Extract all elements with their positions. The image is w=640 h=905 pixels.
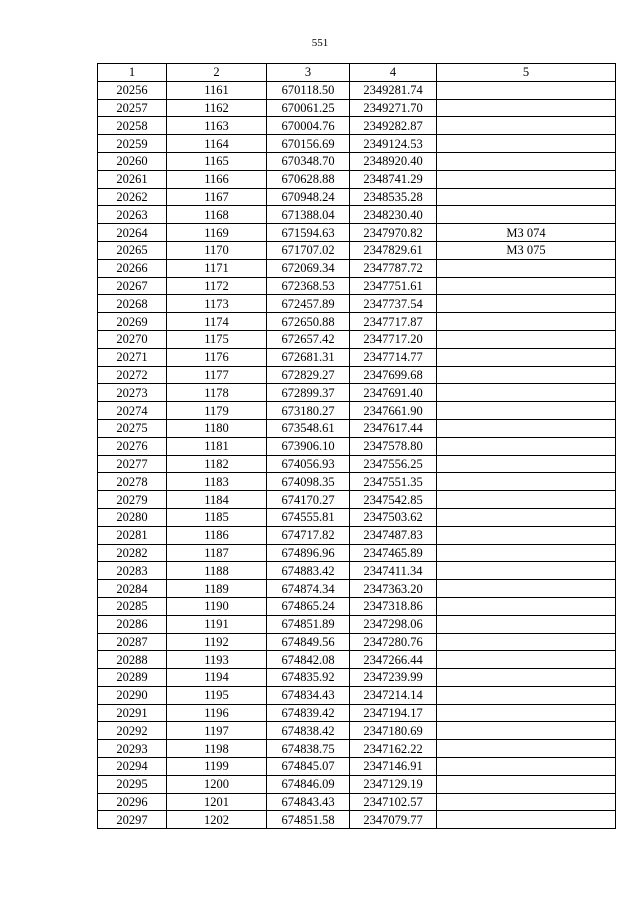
note-cell — [437, 633, 616, 651]
index-cell: 1196 — [167, 704, 267, 722]
point-number-cell: 20280 — [98, 508, 167, 526]
x-coordinate-cell: 670628.88 — [267, 170, 350, 188]
index-cell: 1166 — [167, 170, 267, 188]
table-row — [98, 491, 616, 509]
point-number-cell: 20281 — [98, 526, 167, 544]
index-cell: 1187 — [167, 544, 267, 562]
x-coordinate-cell: 674842.08 — [267, 651, 350, 669]
table-row — [98, 402, 616, 420]
index-cell: 1183 — [167, 473, 267, 491]
y-coordinate-cell: 2347617.44 — [350, 419, 437, 437]
index-cell: 1201 — [167, 793, 267, 811]
y-coordinate-cell: 2347162.22 — [350, 740, 437, 758]
y-coordinate-cell: 2347829.61 — [350, 241, 437, 259]
index-cell: 1194 — [167, 669, 267, 687]
point-number-cell: 20275 — [98, 419, 167, 437]
x-coordinate-cell: 672681.31 — [267, 348, 350, 366]
index-cell: 1184 — [167, 491, 267, 509]
y-coordinate-cell: 2347194.17 — [350, 704, 437, 722]
table-row — [98, 473, 616, 491]
header-row — [98, 64, 616, 82]
index-cell: 1188 — [167, 562, 267, 580]
note-cell — [437, 348, 616, 366]
y-coordinate-cell: 2347129.19 — [350, 775, 437, 793]
y-coordinate-cell: 2348535.28 — [350, 188, 437, 206]
y-coordinate-cell: 2347661.90 — [350, 402, 437, 420]
index-cell: 1173 — [167, 295, 267, 313]
y-coordinate-cell: 2347970.82 — [350, 224, 437, 242]
point-number-cell: 20263 — [98, 206, 167, 224]
x-coordinate-cell: 673906.10 — [267, 437, 350, 455]
x-coordinate-cell: 670061.25 — [267, 99, 350, 117]
index-cell: 1185 — [167, 508, 267, 526]
note-cell — [437, 366, 616, 384]
index-cell: 1192 — [167, 633, 267, 651]
index-cell: 1175 — [167, 330, 267, 348]
table-row — [98, 188, 616, 206]
point-number-cell: 20292 — [98, 722, 167, 740]
point-number-cell: 20288 — [98, 651, 167, 669]
table-row — [98, 313, 616, 331]
note-cell — [437, 758, 616, 776]
table-row — [98, 295, 616, 313]
table-row — [98, 152, 616, 170]
column-header-5: 5 — [437, 64, 616, 82]
note-cell — [437, 775, 616, 793]
y-coordinate-cell: 2347318.86 — [350, 597, 437, 615]
index-cell: 1198 — [167, 740, 267, 758]
index-cell: 1189 — [167, 580, 267, 598]
point-number-cell: 20293 — [98, 740, 167, 758]
note-cell — [437, 277, 616, 295]
y-coordinate-cell: 2347503.62 — [350, 508, 437, 526]
point-number-cell: 20271 — [98, 348, 167, 366]
note-cell — [437, 651, 616, 669]
point-number-cell: 20277 — [98, 455, 167, 473]
table-row — [98, 206, 616, 224]
note-cell — [437, 580, 616, 598]
table-row — [98, 348, 616, 366]
table-row — [98, 224, 616, 242]
point-number-cell: 20266 — [98, 259, 167, 277]
note-cell — [437, 206, 616, 224]
index-cell: 1164 — [167, 135, 267, 153]
point-number-cell: 20295 — [98, 775, 167, 793]
point-number-cell: 20276 — [98, 437, 167, 455]
y-coordinate-cell: 2347714.77 — [350, 348, 437, 366]
point-number-cell: 20279 — [98, 491, 167, 509]
y-coordinate-cell: 2349271.70 — [350, 99, 437, 117]
point-number-cell: 20286 — [98, 615, 167, 633]
table-row — [98, 277, 616, 295]
point-number-cell: 20291 — [98, 704, 167, 722]
table-row — [98, 259, 616, 277]
note-cell — [437, 669, 616, 687]
table-row — [98, 686, 616, 704]
y-coordinate-cell: 2347363.20 — [350, 580, 437, 598]
note-cell — [437, 615, 616, 633]
index-cell: 1181 — [167, 437, 267, 455]
point-number-cell: 20296 — [98, 793, 167, 811]
y-coordinate-cell: 2347556.25 — [350, 455, 437, 473]
x-coordinate-cell: 672457.89 — [267, 295, 350, 313]
y-coordinate-cell: 2347102.57 — [350, 793, 437, 811]
table-row — [98, 99, 616, 117]
y-coordinate-cell: 2349281.74 — [350, 81, 437, 99]
x-coordinate-cell: 671594.63 — [267, 224, 350, 242]
x-coordinate-cell: 674896.96 — [267, 544, 350, 562]
note-cell — [437, 740, 616, 758]
point-number-cell: 20264 — [98, 224, 167, 242]
index-cell: 1178 — [167, 384, 267, 402]
table-row — [98, 740, 616, 758]
index-cell: 1167 — [167, 188, 267, 206]
table-row — [98, 526, 616, 544]
table-row — [98, 544, 616, 562]
point-number-cell: 20289 — [98, 669, 167, 687]
y-coordinate-cell: 2347146.91 — [350, 758, 437, 776]
y-coordinate-cell: 2347298.06 — [350, 615, 437, 633]
table-row — [98, 722, 616, 740]
page-number: 551 — [311, 37, 329, 49]
x-coordinate-cell: 674834.43 — [267, 686, 350, 704]
x-coordinate-cell: 674851.89 — [267, 615, 350, 633]
y-coordinate-cell: 2347079.77 — [350, 811, 437, 829]
table-row — [98, 704, 616, 722]
y-coordinate-cell: 2349282.87 — [350, 117, 437, 135]
y-coordinate-cell: 2347551.35 — [350, 473, 437, 491]
x-coordinate-cell: 674845.07 — [267, 758, 350, 776]
table-row — [98, 633, 616, 651]
table-row — [98, 597, 616, 615]
note-cell: МЗ 074 — [437, 224, 616, 242]
index-cell: 1161 — [167, 81, 267, 99]
note-cell — [437, 402, 616, 420]
x-coordinate-cell: 674170.27 — [267, 491, 350, 509]
x-coordinate-cell: 672657.42 — [267, 330, 350, 348]
note-cell: МЗ 075 — [437, 241, 616, 259]
table-row — [98, 117, 616, 135]
index-cell: 1180 — [167, 419, 267, 437]
note-cell — [437, 330, 616, 348]
index-cell: 1179 — [167, 402, 267, 420]
y-coordinate-cell: 2347214.14 — [350, 686, 437, 704]
table-row — [98, 135, 616, 153]
y-coordinate-cell: 2347691.40 — [350, 384, 437, 402]
index-cell: 1200 — [167, 775, 267, 793]
table-row — [98, 811, 616, 829]
x-coordinate-cell: 670948.24 — [267, 188, 350, 206]
y-coordinate-cell: 2347487.83 — [350, 526, 437, 544]
table-body — [98, 81, 616, 828]
index-cell: 1170 — [167, 241, 267, 259]
point-number-cell: 20273 — [98, 384, 167, 402]
note-cell — [437, 686, 616, 704]
note-cell — [437, 437, 616, 455]
index-cell: 1169 — [167, 224, 267, 242]
note-cell — [437, 811, 616, 829]
note-cell — [437, 473, 616, 491]
note-cell — [437, 313, 616, 331]
index-cell: 1168 — [167, 206, 267, 224]
note-cell — [437, 295, 616, 313]
table-row — [98, 419, 616, 437]
x-coordinate-cell: 670118.50 — [267, 81, 350, 99]
y-coordinate-cell: 2347699.68 — [350, 366, 437, 384]
index-cell: 1176 — [167, 348, 267, 366]
note-cell — [437, 455, 616, 473]
index-cell: 1171 — [167, 259, 267, 277]
index-cell: 1165 — [167, 152, 267, 170]
y-coordinate-cell: 2347280.76 — [350, 633, 437, 651]
note-cell — [437, 188, 616, 206]
x-coordinate-cell: 674838.75 — [267, 740, 350, 758]
point-number-cell: 20278 — [98, 473, 167, 491]
y-coordinate-cell: 2347717.20 — [350, 330, 437, 348]
x-coordinate-cell: 672829.27 — [267, 366, 350, 384]
point-number-cell: 20257 — [98, 99, 167, 117]
x-coordinate-cell: 672899.37 — [267, 384, 350, 402]
y-coordinate-cell: 2348920.40 — [350, 152, 437, 170]
note-cell — [437, 117, 616, 135]
note-cell — [437, 722, 616, 740]
index-cell: 1172 — [167, 277, 267, 295]
index-cell: 1163 — [167, 117, 267, 135]
point-number-cell: 20256 — [98, 81, 167, 99]
x-coordinate-cell: 674098.35 — [267, 473, 350, 491]
x-coordinate-cell: 671388.04 — [267, 206, 350, 224]
note-cell — [437, 152, 616, 170]
y-coordinate-cell: 2347180.69 — [350, 722, 437, 740]
point-number-cell: 20262 — [98, 188, 167, 206]
table-row — [98, 508, 616, 526]
column-header-1: 1 — [98, 64, 167, 82]
point-number-cell: 20259 — [98, 135, 167, 153]
y-coordinate-cell: 2347411.34 — [350, 562, 437, 580]
index-cell: 1174 — [167, 313, 267, 331]
table-row — [98, 562, 616, 580]
note-cell — [437, 526, 616, 544]
point-number-cell: 20282 — [98, 544, 167, 562]
index-cell: 1190 — [167, 597, 267, 615]
x-coordinate-cell: 674865.24 — [267, 597, 350, 615]
x-coordinate-cell: 672368.53 — [267, 277, 350, 295]
y-coordinate-cell: 2349124.53 — [350, 135, 437, 153]
table-row — [98, 793, 616, 811]
y-coordinate-cell: 2347737.54 — [350, 295, 437, 313]
x-coordinate-cell: 674874.34 — [267, 580, 350, 598]
y-coordinate-cell: 2348230.40 — [350, 206, 437, 224]
point-number-cell: 20261 — [98, 170, 167, 188]
x-coordinate-cell: 674835.92 — [267, 669, 350, 687]
x-coordinate-cell: 674056.93 — [267, 455, 350, 473]
x-coordinate-cell: 673180.27 — [267, 402, 350, 420]
x-coordinate-cell: 670004.76 — [267, 117, 350, 135]
index-cell: 1197 — [167, 722, 267, 740]
index-cell: 1199 — [167, 758, 267, 776]
y-coordinate-cell: 2347465.89 — [350, 544, 437, 562]
x-coordinate-cell: 672069.34 — [267, 259, 350, 277]
index-cell: 1177 — [167, 366, 267, 384]
index-cell: 1191 — [167, 615, 267, 633]
table-row — [98, 455, 616, 473]
table-row — [98, 81, 616, 99]
table-row — [98, 241, 616, 259]
point-number-cell: 20284 — [98, 580, 167, 598]
x-coordinate-cell: 674843.43 — [267, 793, 350, 811]
x-coordinate-cell: 674846.09 — [267, 775, 350, 793]
column-header-2: 2 — [167, 64, 267, 82]
x-coordinate-cell: 673548.61 — [267, 419, 350, 437]
x-coordinate-cell: 674851.58 — [267, 811, 350, 829]
table-row — [98, 615, 616, 633]
point-number-cell: 20270 — [98, 330, 167, 348]
point-number-cell: 20290 — [98, 686, 167, 704]
table-row — [98, 384, 616, 402]
x-coordinate-cell: 672650.88 — [267, 313, 350, 331]
table-row — [98, 580, 616, 598]
note-cell — [437, 170, 616, 188]
x-coordinate-cell: 674838.42 — [267, 722, 350, 740]
point-number-cell: 20297 — [98, 811, 167, 829]
note-cell — [437, 135, 616, 153]
table-row — [98, 330, 616, 348]
table-row — [98, 669, 616, 687]
table-row — [98, 775, 616, 793]
point-number-cell: 20294 — [98, 758, 167, 776]
note-cell — [437, 704, 616, 722]
point-number-cell: 20260 — [98, 152, 167, 170]
x-coordinate-cell: 674717.82 — [267, 526, 350, 544]
y-coordinate-cell: 2347717.87 — [350, 313, 437, 331]
table-row — [98, 758, 616, 776]
table-row — [98, 170, 616, 188]
note-cell — [437, 99, 616, 117]
column-header-4: 4 — [350, 64, 437, 82]
table-row — [98, 651, 616, 669]
x-coordinate-cell: 674555.81 — [267, 508, 350, 526]
point-number-cell: 20265 — [98, 241, 167, 259]
column-header-3: 3 — [267, 64, 350, 82]
note-cell — [437, 81, 616, 99]
note-cell — [437, 508, 616, 526]
point-number-cell: 20267 — [98, 277, 167, 295]
y-coordinate-cell: 2347239.99 — [350, 669, 437, 687]
note-cell — [437, 544, 616, 562]
index-cell: 1195 — [167, 686, 267, 704]
note-cell — [437, 384, 616, 402]
point-number-cell: 20258 — [98, 117, 167, 135]
note-cell — [437, 491, 616, 509]
index-cell: 1186 — [167, 526, 267, 544]
y-coordinate-cell: 2347787.72 — [350, 259, 437, 277]
index-cell: 1193 — [167, 651, 267, 669]
x-coordinate-cell: 670348.70 — [267, 152, 350, 170]
index-cell: 1182 — [167, 455, 267, 473]
x-coordinate-cell: 674849.56 — [267, 633, 350, 651]
note-cell — [437, 562, 616, 580]
y-coordinate-cell: 2347542.85 — [350, 491, 437, 509]
table-row — [98, 437, 616, 455]
x-coordinate-cell: 674883.42 — [267, 562, 350, 580]
y-coordinate-cell: 2347751.61 — [350, 277, 437, 295]
point-number-cell: 20272 — [98, 366, 167, 384]
index-cell: 1202 — [167, 811, 267, 829]
x-coordinate-cell: 671707.02 — [267, 241, 350, 259]
y-coordinate-cell: 2347578.80 — [350, 437, 437, 455]
coordinates-table — [97, 63, 616, 829]
x-coordinate-cell: 674839.42 — [267, 704, 350, 722]
table-row — [98, 366, 616, 384]
note-cell — [437, 793, 616, 811]
point-number-cell: 20285 — [98, 597, 167, 615]
point-number-cell: 20283 — [98, 562, 167, 580]
y-coordinate-cell: 2347266.44 — [350, 651, 437, 669]
table-header — [98, 64, 616, 82]
note-cell — [437, 259, 616, 277]
point-number-cell: 20274 — [98, 402, 167, 420]
point-number-cell: 20269 — [98, 313, 167, 331]
note-cell — [437, 597, 616, 615]
x-coordinate-cell: 670156.69 — [267, 135, 350, 153]
index-cell: 1162 — [167, 99, 267, 117]
note-cell — [437, 419, 616, 437]
point-number-cell: 20268 — [98, 295, 167, 313]
y-coordinate-cell: 2348741.29 — [350, 170, 437, 188]
point-number-cell: 20287 — [98, 633, 167, 651]
